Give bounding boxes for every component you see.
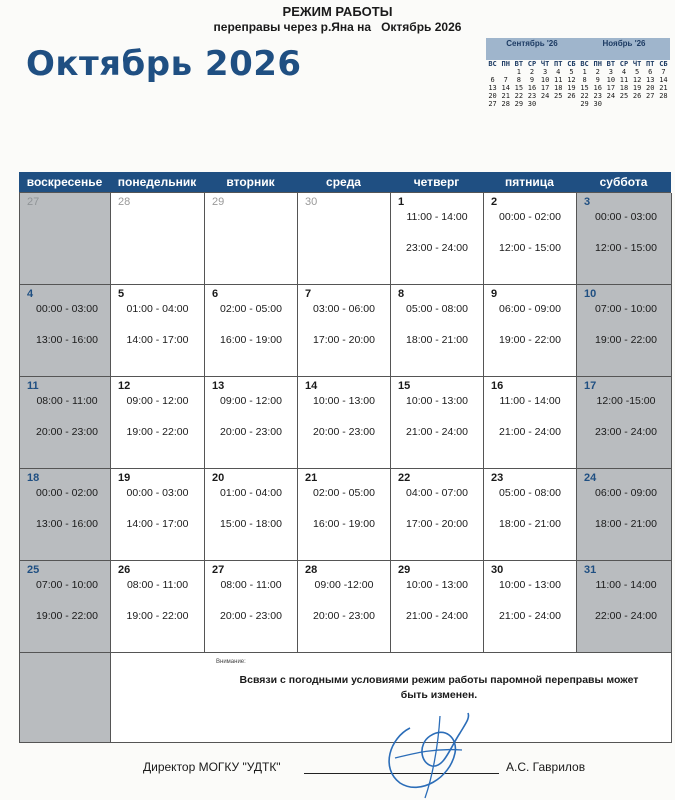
schedule-slot-2: 18:00 - 21:00 [595, 518, 657, 530]
mini-day: 7 [661, 68, 666, 76]
day-number: 7 [305, 288, 312, 300]
day-number: 17 [584, 380, 597, 392]
weekday-label: воскресенье [26, 175, 103, 189]
document-subtitle [0, 20, 675, 34]
schedule-slot-1: 06:00 - 09:00 [595, 487, 657, 499]
month-calendar [19, 172, 671, 742]
day-number: 18 [27, 472, 40, 484]
weekday-label: пятница [505, 175, 554, 189]
day-cell [20, 469, 111, 561]
day-number: 28 [305, 564, 318, 576]
mini-calendar-week [578, 68, 670, 76]
schedule-slot-1: 02:00 - 05:00 [313, 487, 375, 499]
mini-day: 22 [514, 92, 524, 100]
schedule-slot-1: 00:00 - 03:00 [595, 211, 657, 223]
day-number: 30 [305, 196, 318, 208]
day-number: 3 [584, 196, 591, 208]
weekday-header-row [19, 172, 671, 192]
schedule-slot-1: 10:00 - 13:00 [406, 579, 468, 591]
mini-day: 21 [659, 84, 668, 92]
mini-weekday: ВС [580, 60, 589, 68]
day-cell [205, 193, 298, 285]
day-cell [205, 469, 298, 561]
handwritten-signature [370, 708, 480, 800]
schedule-slot-1: 05:00 - 08:00 [499, 487, 561, 499]
mini-day: 7 [503, 76, 508, 84]
day-cell [577, 285, 672, 377]
mini-day: 15 [514, 84, 524, 92]
month-heading: Октябрь 2026 [26, 44, 302, 84]
mini-weekday: ЧТ [540, 60, 550, 68]
mini-weekday: ВТ [514, 60, 524, 68]
day-number: 28 [118, 196, 131, 208]
weekday-label: четверг [413, 175, 460, 189]
mini-day: 27 [646, 92, 655, 100]
mini-calendar-november [578, 38, 670, 108]
mini-day: 12 [632, 76, 642, 84]
day-cell [577, 193, 672, 285]
mini-day [486, 68, 499, 76]
day-number: 20 [212, 472, 225, 484]
schedule-slot-2: 14:00 - 17:00 [126, 334, 189, 346]
schedule-slot-1: 00:00 - 02:00 [499, 211, 561, 223]
day-number: 30 [491, 564, 504, 576]
mini-day: 27 [488, 100, 497, 108]
day-cell [20, 285, 111, 377]
schedule-slot-2: 22:00 - 24:00 [595, 610, 657, 622]
schedule-slot-1: 01:00 - 04:00 [220, 487, 282, 499]
mini-day [499, 68, 512, 76]
weekday-label: суббота [599, 175, 648, 189]
mini-day [552, 100, 565, 108]
schedule-slot-1: 09:00 - 12:00 [126, 395, 189, 407]
day-cell [484, 469, 577, 561]
day-number: 23 [491, 472, 504, 484]
day-number: 16 [491, 380, 504, 392]
mini-day: 24 [540, 92, 550, 100]
schedule-slot-2: 18:00 - 21:00 [499, 518, 561, 530]
mini-day: 10 [606, 76, 616, 84]
mini-weekday: СБ [659, 60, 668, 68]
schedule-slot-1: 05:00 - 08:00 [406, 303, 468, 315]
mini-day [644, 100, 657, 108]
day-number: 29 [398, 564, 411, 576]
mini-day: 30 [593, 100, 602, 108]
mini-day: 24 [606, 92, 616, 100]
schedule-slot-2: 19:00 - 22:00 [595, 334, 657, 346]
mini-day: 12 [567, 76, 576, 84]
mini-day: 17 [540, 84, 550, 92]
mini-day: 28 [659, 92, 668, 100]
day-number: 24 [584, 472, 597, 484]
day-cell [111, 561, 205, 653]
mini-day: 4 [621, 68, 627, 76]
weekday-label: среда [326, 175, 361, 189]
mini-day: 23 [593, 92, 602, 100]
day-number: 6 [212, 288, 219, 300]
mini-day: 25 [554, 92, 563, 100]
day-number: 10 [584, 288, 597, 300]
mini-day: 2 [529, 68, 535, 76]
day-cell [391, 193, 484, 285]
schedule-slot-2: 12:00 - 15:00 [595, 242, 657, 254]
schedule-slot-2: 19:00 - 22:00 [36, 610, 98, 622]
day-cell [205, 377, 298, 469]
mini-day: 15 [580, 84, 589, 92]
schedule-slot-2: 19:00 - 22:00 [126, 610, 189, 622]
schedule-slot-2: 16:00 - 19:00 [313, 518, 375, 530]
day-cell [298, 285, 391, 377]
day-number: 19 [118, 472, 131, 484]
schedule-slot-2: 12:00 - 15:00 [499, 242, 561, 254]
mini-day: 21 [501, 92, 510, 100]
day-number: 11 [27, 380, 39, 392]
day-cell [484, 285, 577, 377]
day-number: 8 [398, 288, 405, 300]
schedule-slot-2: 21:00 - 24:00 [499, 426, 561, 438]
mini-day: 13 [488, 84, 497, 92]
mini-weekday: СБ [567, 60, 576, 68]
mini-day [617, 100, 630, 108]
mini-day: 14 [501, 84, 510, 92]
mini-day [657, 100, 670, 108]
day-cell [391, 561, 484, 653]
schedule-slot-1: 06:00 - 09:00 [499, 303, 561, 315]
mini-day: 9 [595, 76, 600, 84]
day-number: 5 [118, 288, 125, 300]
schedule-slot-2: 19:00 - 22:00 [499, 334, 561, 346]
mini-day: 16 [527, 84, 537, 92]
day-number: 27 [212, 564, 225, 576]
day-number: 31 [584, 564, 597, 576]
day-cell [298, 561, 391, 653]
mini-day: 29 [580, 100, 589, 108]
mini-day: 20 [646, 84, 655, 92]
mini-weekday: ПН [593, 60, 602, 68]
day-cell [484, 193, 577, 285]
mini-weekday: ПН [501, 60, 510, 68]
day-cell [205, 285, 298, 377]
schedule-slot-1: 09:00 -12:00 [314, 579, 374, 591]
mini-calendar-week [578, 84, 670, 92]
weekday-label: вторник [226, 175, 275, 189]
mini-day: 14 [659, 76, 668, 84]
schedule-slot-2: 20:00 - 23:00 [220, 610, 282, 622]
mini-calendar-weekdays [578, 60, 670, 68]
schedule-slot-1: 11:00 - 14:00 [595, 579, 657, 591]
mini-weekday: ПТ [554, 60, 563, 68]
schedule-slot-1: 10:00 - 13:00 [406, 395, 468, 407]
day-number: 29 [212, 196, 225, 208]
mini-day: 25 [619, 92, 629, 100]
schedule-slot-2: 20:00 - 23:00 [36, 426, 98, 438]
mini-day: 20 [488, 92, 497, 100]
mini-calendar-week [486, 68, 578, 76]
day-cell [20, 377, 111, 469]
mini-day: 22 [580, 92, 589, 100]
schedule-slot-1: 07:00 - 10:00 [595, 303, 657, 315]
document-title: РЕЖИМ РАБОТЫ [282, 4, 393, 19]
mini-weekday: ВС [488, 60, 497, 68]
day-cell [298, 193, 391, 285]
mini-day: 11 [619, 76, 629, 84]
day-cell [577, 469, 672, 561]
mini-day: 23 [527, 92, 537, 100]
schedule-slot-1: 08:00 - 11:00 [126, 579, 189, 591]
day-cell [111, 285, 205, 377]
mini-calendar-september [486, 38, 578, 108]
mini-day: 8 [582, 76, 587, 84]
schedule-slot-2: 23:00 - 24:00 [595, 426, 657, 438]
mini-day [565, 100, 578, 108]
mini-day: 10 [540, 76, 550, 84]
schedule-slot-1: 08:00 - 11:00 [36, 395, 98, 407]
day-number: 13 [212, 380, 225, 392]
mini-day [539, 100, 552, 108]
mini-day: 5 [635, 68, 640, 76]
schedule-slot-2: 16:00 - 19:00 [220, 334, 282, 346]
schedule-slot-1: 02:00 - 05:00 [220, 303, 282, 315]
mini-day: 3 [543, 68, 548, 76]
day-number: 26 [118, 564, 131, 576]
notes-text: Всвязи с погодными условиями режим работы паромной переправы может быть изменен. [239, 674, 639, 701]
day-cell [20, 561, 111, 653]
day-cell [111, 469, 205, 561]
mini-day: 18 [619, 84, 629, 92]
calendar-grid [19, 192, 671, 743]
mini-calendar-week [486, 92, 578, 100]
mini-weekday: СР [527, 60, 537, 68]
schedule-slot-1: 09:00 - 12:00 [220, 395, 282, 407]
day-number: 12 [118, 380, 131, 392]
day-number: 15 [398, 380, 411, 392]
schedule-slot-1: 10:00 - 13:00 [313, 395, 375, 407]
day-number: 21 [305, 472, 318, 484]
day-cell [298, 469, 391, 561]
mini-calendar-weekdays [486, 60, 578, 68]
day-number: 9 [491, 288, 498, 300]
day-cell [484, 561, 577, 653]
schedule-slot-2: 14:00 - 17:00 [126, 518, 189, 530]
mini-day: 19 [567, 84, 576, 92]
mini-calendar-week [486, 84, 578, 92]
mini-weekday: ПТ [646, 60, 655, 68]
mini-day: 1 [582, 68, 587, 76]
day-cell [577, 561, 672, 653]
schedule-slot-1: 08:00 - 11:00 [220, 579, 282, 591]
schedule-slot-1: 12:00 -15:00 [596, 395, 656, 407]
schedule-slot-2: 21:00 - 24:00 [406, 426, 468, 438]
schedule-slot-2: 13:00 - 16:00 [36, 334, 98, 346]
schedule-slot-1: 07:00 - 10:00 [36, 579, 98, 591]
schedule-slot-1: 00:00 - 03:00 [126, 487, 189, 499]
mini-day: 16 [593, 84, 602, 92]
mini-weekday: ЧТ [632, 60, 642, 68]
mini-calendar-title: Сентябрь '26 [486, 38, 578, 60]
mini-day [631, 100, 644, 108]
mini-day: 29 [514, 100, 524, 108]
mini-day: 11 [554, 76, 563, 84]
day-cell [391, 377, 484, 469]
mini-weekday: ВТ [606, 60, 616, 68]
mini-weekday: СР [619, 60, 629, 68]
mini-day: 9 [529, 76, 535, 84]
mini-day: 1 [516, 68, 521, 76]
signature-block [0, 752, 675, 782]
mini-calendar-week [486, 100, 578, 108]
mini-day: 19 [632, 84, 642, 92]
day-cell [20, 193, 111, 285]
mini-calendar-week [486, 76, 578, 84]
day-number: 14 [305, 380, 318, 392]
mini-day: 26 [632, 92, 642, 100]
weekday-label: понедельник [117, 175, 197, 189]
mini-day: 17 [606, 84, 616, 92]
day-number: 27 [27, 196, 40, 208]
mini-calendar-week [578, 92, 670, 100]
day-number: 1 [398, 196, 405, 208]
schedule-slot-2: 19:00 - 22:00 [126, 426, 189, 438]
mini-calendar-title: Ноябрь '26 [578, 38, 670, 60]
mini-day: 18 [554, 84, 563, 92]
day-cell [577, 377, 672, 469]
day-cell [484, 377, 577, 469]
mini-calendar-week [578, 100, 670, 108]
day-number: 25 [27, 564, 40, 576]
mini-calendar-week [578, 76, 670, 84]
day-number: 2 [491, 196, 498, 208]
schedule-slot-1: 11:00 - 14:00 [406, 211, 468, 223]
schedule-slot-2: 20:00 - 23:00 [313, 426, 375, 438]
mini-day: 5 [569, 68, 574, 76]
mini-day: 26 [567, 92, 576, 100]
day-number: 4 [27, 288, 34, 300]
day-cell [298, 377, 391, 469]
mini-day: 13 [646, 76, 655, 84]
mini-day: 8 [516, 76, 521, 84]
schedule-slot-1: 10:00 - 13:00 [499, 579, 561, 591]
signature-name: А.С. Гаврилов [506, 760, 586, 774]
empty-sunday-cell [20, 653, 111, 743]
day-cell [111, 377, 205, 469]
day-cell [111, 193, 205, 285]
schedule-slot-2: 20:00 - 23:00 [313, 610, 375, 622]
mini-day: 6 [490, 76, 495, 84]
notes-label: Внимание: [216, 659, 246, 665]
schedule-slot-1: 11:00 - 14:00 [499, 395, 561, 407]
schedule-slot-2: 17:00 - 20:00 [313, 334, 375, 346]
schedule-slot-1: 00:00 - 02:00 [36, 487, 98, 499]
schedule-slot-1: 01:00 - 04:00 [126, 303, 189, 315]
day-cell [391, 285, 484, 377]
schedule-slot-2: 21:00 - 24:00 [406, 610, 468, 622]
day-number: 22 [398, 472, 411, 484]
mini-day [604, 100, 617, 108]
subtitle-month: Октябрь 2026 [381, 20, 462, 34]
schedule-slot-2: 23:00 - 24:00 [406, 242, 468, 254]
mini-day: 3 [608, 68, 613, 76]
mini-day: 2 [595, 68, 600, 76]
schedule-slot-2: 13:00 - 16:00 [36, 518, 98, 530]
mini-day: 4 [556, 68, 561, 76]
schedule-slot-2: 17:00 - 20:00 [406, 518, 468, 530]
schedule-slot-2: 15:00 - 18:00 [220, 518, 282, 530]
schedule-slot-1: 03:00 - 06:00 [313, 303, 375, 315]
schedule-slot-2: 20:00 - 23:00 [220, 426, 282, 438]
mini-day: 28 [501, 100, 510, 108]
day-cell [391, 469, 484, 561]
schedule-slot-2: 21:00 - 24:00 [499, 610, 561, 622]
mini-day: 6 [648, 68, 653, 76]
day-cell [205, 561, 298, 653]
subtitle-prefix: переправы через р.Яна на [213, 20, 372, 34]
schedule-slot-1: 00:00 - 03:00 [36, 303, 98, 315]
signature-role: Директор МОГКУ "УДТК" [143, 760, 281, 774]
schedule-slot-1: 04:00 - 07:00 [406, 487, 468, 499]
mini-day: 30 [527, 100, 537, 108]
schedule-slot-2: 18:00 - 21:00 [406, 334, 468, 346]
